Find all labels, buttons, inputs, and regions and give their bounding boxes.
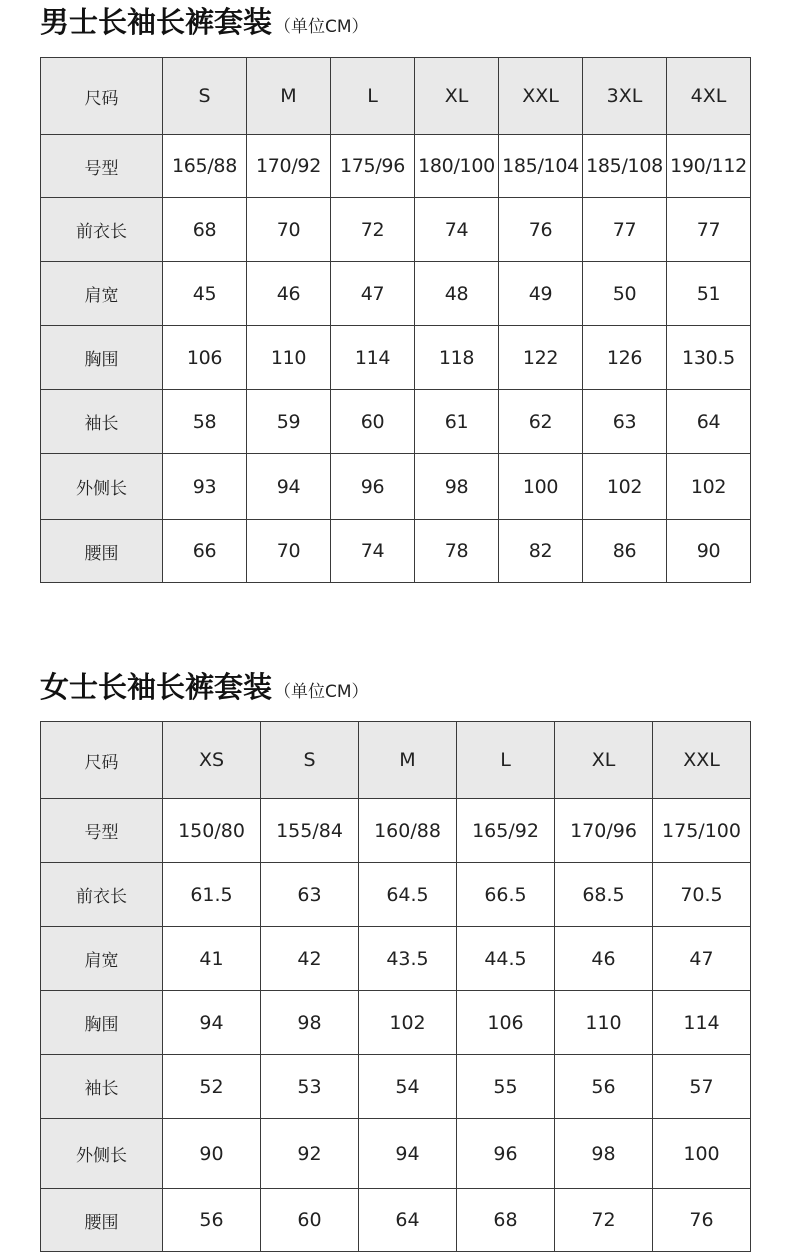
women-header-label: 尺码 [41, 722, 163, 799]
men-table-row [41, 135, 751, 198]
men-cell: 70 [247, 520, 331, 583]
women-size-header: XS [163, 722, 261, 799]
men-cell: 185/104 [499, 135, 583, 198]
women-title-text: 女士长袖长裤套装 [40, 670, 273, 704]
women-size-header: M [359, 722, 457, 799]
women-row-label: 外侧长 [41, 1119, 163, 1189]
women-cell: 56 [163, 1189, 261, 1252]
women-table-row [41, 1119, 751, 1189]
women-cell: 72 [555, 1189, 653, 1252]
men-cell: 90 [667, 520, 751, 583]
women-cell: 54 [359, 1055, 457, 1119]
women-cell: 41 [163, 927, 261, 991]
women-cell: 63 [261, 863, 359, 927]
women-cell: 61.5 [163, 863, 261, 927]
men-header-label: 尺码 [41, 58, 163, 135]
men-row-label: 外侧长 [41, 454, 163, 520]
women-cell: 170/96 [555, 799, 653, 863]
men-cell: 45 [163, 262, 247, 326]
women-cell: 46 [555, 927, 653, 991]
men-cell: 82 [499, 520, 583, 583]
women-cell: 47 [653, 927, 751, 991]
men-cell: 100 [499, 454, 583, 520]
women-cell: 42 [261, 927, 359, 991]
women-row-label: 胸围 [41, 991, 163, 1055]
men-cell: 165/88 [163, 135, 247, 198]
men-row-label: 号型 [41, 135, 163, 198]
women-size-header: S [261, 722, 359, 799]
men-cell: 51 [667, 262, 751, 326]
men-cell: 46 [247, 262, 331, 326]
men-cell: 62 [499, 390, 583, 454]
women-cell: 56 [555, 1055, 653, 1119]
men-cell: 68 [163, 198, 247, 262]
men-size-table [40, 57, 751, 583]
women-cell: 94 [163, 991, 261, 1055]
men-table-row [41, 326, 751, 390]
women-unit-text: （单位CM） [274, 682, 369, 702]
women-size-table [40, 721, 751, 1252]
women-cell: 98 [555, 1119, 653, 1189]
women-cell: 52 [163, 1055, 261, 1119]
women-cell: 55 [457, 1055, 555, 1119]
men-cell: 74 [415, 198, 499, 262]
women-cell: 66.5 [457, 863, 555, 927]
women-row-label: 腰围 [41, 1189, 163, 1252]
men-table-row [41, 520, 751, 583]
women-cell: 102 [359, 991, 457, 1055]
women-cell: 150/80 [163, 799, 261, 863]
men-cell: 180/100 [415, 135, 499, 198]
women-cell: 175/100 [653, 799, 751, 863]
women-size-header: L [457, 722, 555, 799]
women-cell: 43.5 [359, 927, 457, 991]
women-cell: 100 [653, 1119, 751, 1189]
women-cell: 155/84 [261, 799, 359, 863]
men-cell: 93 [163, 454, 247, 520]
men-cell: 94 [247, 454, 331, 520]
men-size-header: L [331, 58, 415, 135]
men-cell: 50 [583, 262, 667, 326]
women-cell: 68 [457, 1189, 555, 1252]
men-unit-text: （单位CM） [274, 17, 369, 37]
men-cell: 47 [331, 262, 415, 326]
women-cell: 110 [555, 991, 653, 1055]
men-cell: 175/96 [331, 135, 415, 198]
men-cell: 58 [163, 390, 247, 454]
men-cell: 126 [583, 326, 667, 390]
men-cell: 59 [247, 390, 331, 454]
men-cell: 70 [247, 198, 331, 262]
women-table-row [41, 927, 751, 991]
men-cell: 190/112 [667, 135, 751, 198]
women-cell: 44.5 [457, 927, 555, 991]
women-row-label: 肩宽 [41, 927, 163, 991]
women-cell: 70.5 [653, 863, 751, 927]
men-cell: 66 [163, 520, 247, 583]
men-row-label: 腰围 [41, 520, 163, 583]
men-cell: 102 [667, 454, 751, 520]
men-cell: 76 [499, 198, 583, 262]
men-title-text: 男士长袖长裤套装 [40, 5, 273, 39]
women-cell: 64.5 [359, 863, 457, 927]
men-table-row [41, 198, 751, 262]
men-size-header: 4XL [667, 58, 751, 135]
women-cell: 165/92 [457, 799, 555, 863]
women-table-row [41, 1189, 751, 1252]
women-table-row [41, 1055, 751, 1119]
women-cell: 106 [457, 991, 555, 1055]
men-cell: 86 [583, 520, 667, 583]
men-cell: 96 [331, 454, 415, 520]
women-cell: 92 [261, 1119, 359, 1189]
women-section-title [40, 665, 369, 706]
men-cell: 63 [583, 390, 667, 454]
men-cell: 49 [499, 262, 583, 326]
women-cell: 57 [653, 1055, 751, 1119]
men-row-label: 前衣长 [41, 198, 163, 262]
women-table-row [41, 863, 751, 927]
women-cell: 160/88 [359, 799, 457, 863]
women-size-header: XXL [653, 722, 751, 799]
women-cell: 96 [457, 1119, 555, 1189]
women-table-row [41, 991, 751, 1055]
men-size-header: XL [415, 58, 499, 135]
women-cell: 94 [359, 1119, 457, 1189]
men-cell: 170/92 [247, 135, 331, 198]
women-cell: 90 [163, 1119, 261, 1189]
men-size-header: M [247, 58, 331, 135]
men-row-label: 袖长 [41, 390, 163, 454]
women-cell: 68.5 [555, 863, 653, 927]
men-size-header: XXL [499, 58, 583, 135]
women-cell: 114 [653, 991, 751, 1055]
men-size-header: S [163, 58, 247, 135]
men-cell: 110 [247, 326, 331, 390]
men-row-label: 胸围 [41, 326, 163, 390]
men-row-label: 肩宽 [41, 262, 163, 326]
women-cell: 98 [261, 991, 359, 1055]
men-cell: 48 [415, 262, 499, 326]
women-row-label: 前衣长 [41, 863, 163, 927]
women-cell: 53 [261, 1055, 359, 1119]
men-cell: 60 [331, 390, 415, 454]
men-cell: 102 [583, 454, 667, 520]
men-cell: 185/108 [583, 135, 667, 198]
men-cell: 74 [331, 520, 415, 583]
men-cell: 106 [163, 326, 247, 390]
men-cell: 72 [331, 198, 415, 262]
women-cell: 60 [261, 1189, 359, 1252]
women-row-label: 号型 [41, 799, 163, 863]
men-header-row [41, 58, 751, 135]
men-cell: 64 [667, 390, 751, 454]
women-size-header: XL [555, 722, 653, 799]
women-cell: 76 [653, 1189, 751, 1252]
men-cell: 78 [415, 520, 499, 583]
men-table-row [41, 454, 751, 520]
women-table-row [41, 799, 751, 863]
women-row-label: 袖长 [41, 1055, 163, 1119]
men-cell: 114 [331, 326, 415, 390]
men-cell: 98 [415, 454, 499, 520]
men-cell: 118 [415, 326, 499, 390]
men-cell: 77 [667, 198, 751, 262]
women-header-row [41, 722, 751, 799]
men-cell: 77 [583, 198, 667, 262]
men-table-row [41, 262, 751, 326]
men-size-header: 3XL [583, 58, 667, 135]
men-cell: 130.5 [667, 326, 751, 390]
men-cell: 122 [499, 326, 583, 390]
men-section-title [40, 0, 369, 41]
men-cell: 61 [415, 390, 499, 454]
women-cell: 64 [359, 1189, 457, 1252]
men-table-row [41, 390, 751, 454]
